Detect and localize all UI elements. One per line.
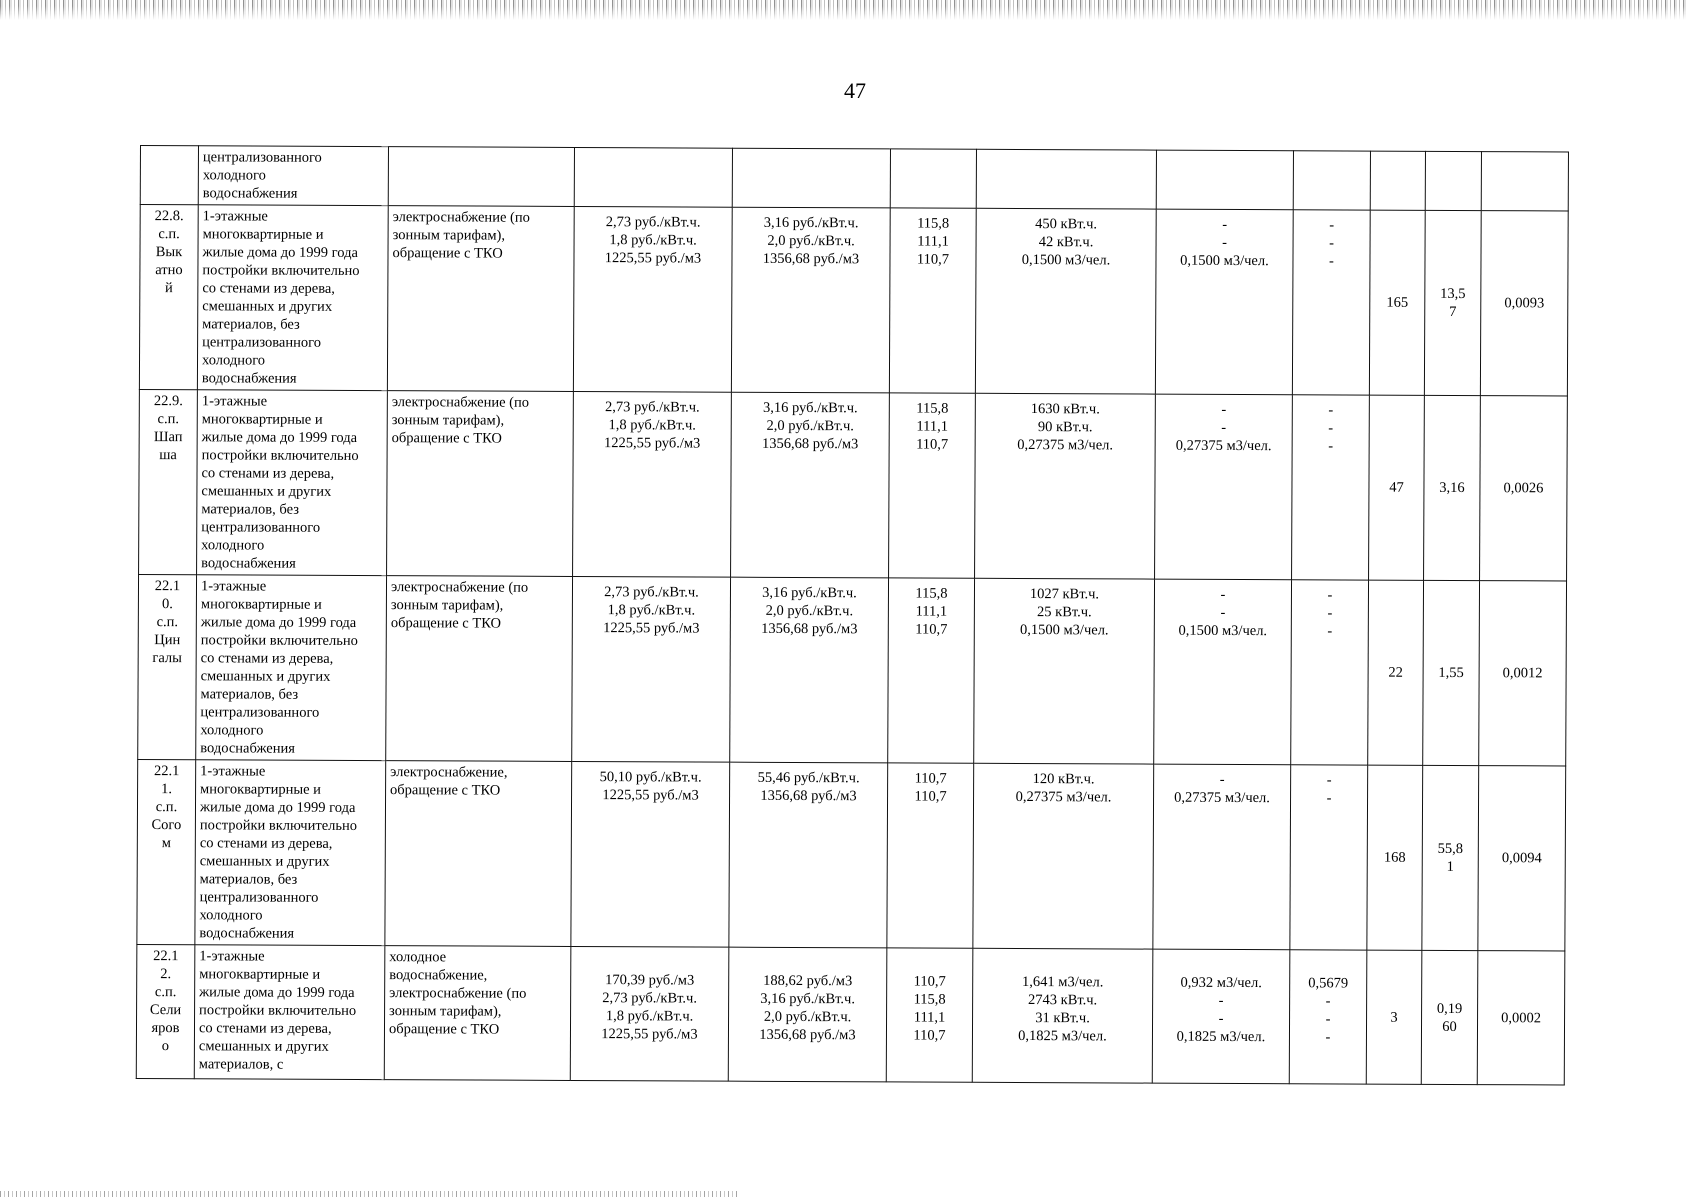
services-cell [385,761,572,947]
description-line: смешанных и других [202,298,333,315]
table-body [136,146,1568,1085]
tariff-a-cell [570,946,729,1081]
row-number-line: с.п. [154,984,177,1001]
description-line: жилые дома до 1999 года [200,614,357,631]
description-line: смешанных и других [198,1038,329,1055]
description-line: водоснабжения [201,555,296,572]
norm-a-line: 0,1500 м3/чел. [1019,621,1109,639]
description-line: водоснабжения [200,740,295,757]
index-line: 110,7 [914,788,947,805]
description-line: водоснабжения [201,370,297,387]
tariff-b-cell [731,207,890,393]
description-line: многоквартирные и [201,411,323,428]
row-number-line: с.п. [156,614,179,631]
description-line: со стенами из дерева, [201,465,335,482]
services-cell [386,576,573,762]
description-line: материалов, без [202,316,300,333]
norm-b-line: - [1220,586,1226,603]
value-cell [1424,395,1481,580]
description-line: жилые дома до 1999 года [202,244,358,261]
norm-c-line: - [1328,438,1334,455]
tariff-b-line: 55,46 руб./кВт.ч. [757,769,860,787]
norm-a-line: 120 кВт.ч. [1032,771,1095,788]
norm-b-cell [1152,949,1290,1084]
value-line: 13,5 [1440,285,1466,303]
norm-a-line: 0,27375 м3/чел. [1015,788,1112,806]
description-line: со стенами из дерева, [198,1020,332,1037]
index-line: 110,7 [913,1027,946,1044]
description-cell [194,945,385,1080]
count-cell: 47 [1369,395,1425,580]
tariff-b-line: 3,16 руб./кВт.ч. [762,584,857,602]
services-line: электроснабжение (по [390,579,529,596]
norm-b-line: 0,27375 м3/чел. [1174,789,1270,807]
scan-edge-bottom [0,1191,740,1197]
index-line: 110,7 [914,770,947,787]
continuation-empty-cell [388,147,574,207]
services-line: обращение с ТКО [392,245,503,262]
norm-a-cell [972,948,1153,1083]
services-line: зонным тарифам), [392,227,506,244]
share-cell: 0,0093 [1480,211,1568,396]
share-cell: 0,0094 [1478,766,1566,951]
norm-b-line: - [1218,992,1224,1009]
norm-a-cell [975,393,1156,579]
description-line: холодного [201,537,265,554]
description-line: многоквартирные и [202,226,324,243]
norm-a-line: 42 кВт.ч. [1038,234,1094,251]
services-cell [387,391,574,577]
scan-edge-top [0,0,1686,20]
index-cell [886,948,973,1082]
row-number-line: галы [152,650,182,667]
description-line: централизованного [199,889,319,906]
tariff-b-cell [729,762,888,948]
tariff-b-line: 2,0 руб./кВт.ч. [767,232,855,250]
tariff-a-line: 1,8 руб./кВт.ч. [607,602,696,619]
description-line: смешанных и других [200,668,331,685]
norm-a-line: 0,1500 м3/чел. [1021,252,1111,269]
index-line: 110,7 [916,251,950,268]
value-cell [1424,210,1481,395]
norm-b-cell [1154,579,1292,765]
norm-a-line: 90 кВт.ч. [1037,419,1093,436]
row-number-line: атно [155,262,183,279]
norm-c-line: - [1329,217,1335,234]
tariff-a-cell [573,206,732,392]
row-number-line: о [161,1038,170,1055]
tariff-a-line: 1225,55 руб./м3 [601,1026,698,1043]
tariff-a-line: 1225,55 руб./м3 [602,787,699,804]
value-cell [1423,580,1480,765]
row-number-cell [139,389,198,574]
row-number-line: Вык [155,244,183,261]
count-cell: 168 [1367,765,1423,950]
norm-c-line: - [1326,790,1332,807]
services-line: зонным тарифам), [389,1003,502,1020]
norm-c-cell [1290,765,1368,950]
row-number-line: й [164,280,173,297]
description-cell [196,575,387,761]
tariff-b-line: 2,0 руб./кВт.ч. [763,1008,852,1026]
row-number-line: Цин [154,632,181,649]
tariff-b-line: 3,16 руб./кВт.ч. [762,399,858,417]
index-cell [889,208,976,393]
value-line: 60 [1442,1018,1457,1035]
norm-a-line: 0,27375 м3/чел. [1017,436,1114,454]
services-cell [387,206,574,392]
value-cell [1422,765,1479,950]
description-line: 1-этажные [200,578,267,595]
continuation-empty-cell [574,147,732,207]
row-number-line: яров [151,1020,180,1037]
row-number-line: 22.8. [154,208,184,225]
tariff-b-cell [731,392,890,578]
norm-b-line: 0,1500 м3/чел. [1178,622,1268,640]
norm-b-line: - [1221,401,1227,418]
description-line: централизованного [201,519,321,536]
index-line [891,954,968,972]
norm-a-line: 2743 кВт.ч. [1028,992,1098,1009]
continuation-line: централизованного [202,149,322,166]
continuation-no-cell [140,146,198,205]
norm-c-line: - [1327,587,1333,604]
row-number-cell [136,944,195,1078]
value-line: 1 [1446,858,1454,875]
norm-b-cell [1155,394,1293,580]
services-line: обращение с ТКО [388,1021,500,1038]
tariff-b-line [733,954,882,973]
norm-b-line: - [1218,1010,1224,1027]
index-cell [888,578,975,763]
value-line: 0,19 [1436,1000,1463,1017]
row-number-line: 1. [161,781,173,798]
row-number-line: 0. [161,596,173,613]
page-number: 47 [844,78,866,103]
index-line: 111,1 [916,418,949,435]
tariff-a-cell [572,576,731,762]
index-line: 111,1 [917,233,949,250]
description-line: многоквартирные и [200,596,322,613]
tariff-b-line: 3,16 руб./кВт.ч. [763,214,859,232]
tariff-b-line: 2,0 руб./кВт.ч. [766,417,854,435]
description-line: материалов, без [201,501,299,518]
norm-c-line: - [1327,623,1333,640]
row-number-line: 22.1 [153,763,180,780]
description-line: холодного [200,722,264,739]
share-cell: 0,0002 [1477,951,1565,1085]
norm-c-line: 0,5679 [1308,975,1349,992]
table-row [136,944,1565,1084]
description-cell [195,760,386,946]
description-line: смешанных и других [199,853,330,870]
description-line: постройки включительно [202,262,360,279]
index-line: 111,1 [915,603,948,620]
description-line: постройки включительно [199,817,358,834]
norm-c-cell [1292,210,1370,395]
row-number-line: ша [159,447,177,464]
tariff-a-line: 1225,55 руб./м3 [603,620,700,637]
index-line: 115,8 [915,585,948,602]
continuation-empty-cell [1293,151,1370,210]
description-cell [197,390,388,576]
norm-a-line: 1630 кВт.ч. [1030,401,1100,418]
norm-b-line: 0,1825 м3/чел. [1176,1028,1266,1046]
norm-a-cell [974,578,1155,764]
row-number-line: Шап [153,429,183,446]
continuation-description-cell [198,146,388,206]
index-cell [887,763,974,948]
count-cell: 3 [1366,950,1422,1084]
description-line: со стенами из дерева, [202,280,335,297]
description-line: со стенами из дерева, [200,650,334,667]
tariff-b-line: 1356,68 руб./м3 [761,435,859,453]
norm-b-line: - [1221,419,1227,436]
norm-c-line: - [1325,993,1331,1010]
norm-c-line: - [1326,772,1332,789]
count-cell: 22 [1368,580,1424,765]
norm-c-line: - [1328,402,1334,419]
tariff-b-line: 1356,68 руб./м3 [761,620,858,638]
norm-c-line: - [1325,1011,1331,1028]
services-line: обращение с ТКО [390,615,502,632]
share-cell: 0,0026 [1480,396,1568,581]
description-line: 1-этажные [199,948,265,965]
norm-c-line: - [1325,1029,1331,1046]
tariff-a-line: 170,39 руб./м3 [605,972,695,989]
tariff-b-line: 2,0 руб./кВт.ч. [765,602,854,620]
norm-a-cell [973,763,1154,949]
continuation-empty-cell [1481,152,1568,211]
description-line: централизованного [202,334,322,351]
tariff-a-cell [573,391,732,577]
value-line: 1,55 [1438,664,1464,682]
tariff-a-line: 50,10 руб./кВт.ч. [599,769,702,786]
description-line: многоквартирные и [199,966,321,983]
row-number-line: м [161,835,171,852]
norm-a-line: 450 кВт.ч. [1035,216,1098,233]
value-cell [1421,950,1478,1084]
norm-a-line [977,955,1148,974]
continuation-empty-cell [1425,151,1481,210]
services-line: зонным тарифам), [391,412,505,429]
description-line: водоснабжения [199,925,295,942]
tariff-b-cell [728,947,887,1082]
continuation-line: водоснабжения [202,185,298,202]
index-line: 115,8 [916,400,949,417]
count-cell: 165 [1369,210,1425,395]
row-number-cell [137,759,196,944]
norm-c-line: - [1327,605,1333,622]
services-line: водоснабжение, [389,967,488,984]
index-cell [889,393,976,578]
row-number-line: с.п. [158,226,180,243]
row-number-line: 22.1 [154,578,181,595]
norm-c-cell [1291,580,1369,765]
norm-c-line: - [1328,420,1334,437]
tariff-b-line: 1356,68 руб./м3 [762,250,860,268]
services-line: электроснабжение (по [391,394,530,411]
norm-c-line: - [1329,253,1334,270]
description-line: жилые дома до 1999 года [199,984,355,1001]
share-cell: 0,0012 [1479,581,1567,766]
services-line: обращение с ТКО [390,782,501,799]
row-number-line: 2. [160,966,172,983]
row-number-cell [138,574,197,759]
norm-b-line: - [1222,234,1228,251]
description-line: холодного [199,907,263,924]
description-line: со стенами из дерева, [199,835,333,852]
description-line: жилые дома до 1999 года [201,429,358,446]
tariff-a-line: 1,8 руб./кВт.ч. [605,1008,694,1025]
table-row [138,574,1567,765]
services-line: обращение с ТКО [391,430,502,447]
description-line: материалов, с [198,1056,284,1073]
row-number-line: 22.1 [153,948,179,965]
continuation-empty-cell [890,149,976,208]
description-line: многоквартирные и [200,781,322,798]
norm-b-line: 0,1500 м3/чел. [1180,252,1269,270]
description-line: жилые дома до 1999 года [199,799,356,816]
norm-a-cell [975,208,1156,394]
norm-c-line [1294,956,1362,974]
norm-a-line: 0,1825 м3/чел. [1018,1027,1107,1045]
tariff-b-line: 1356,68 руб./м3 [759,1026,856,1044]
description-line: 1-этажные [202,208,268,225]
description-line: постройки включительно [200,632,358,649]
continuation-line: холодного [202,167,266,184]
services-line: электроснабжение (по [392,209,530,226]
row-number-line: Сого [151,817,182,834]
description-line: холодного [201,352,266,369]
tariff-a-line: 1225,55 руб./м3 [603,435,701,452]
index-line: 110,7 [916,436,949,453]
norm-c-cell [1292,395,1370,580]
continuation-empty-cell [1370,151,1425,210]
norm-b-line [1157,956,1285,975]
tariff-b-line: 188,62 руб./м3 [763,972,853,990]
norm-b-line: 0,932 м3/чел. [1180,974,1262,992]
norm-b-line: - [1222,216,1228,233]
index-line: 111,1 [913,1009,946,1026]
description-line: материалов, без [200,686,299,703]
norm-b-line: 0,27375 м3/чел. [1175,437,1272,455]
table-row [137,759,1566,950]
norm-b-cell [1155,209,1293,395]
tariff-a-line [575,953,724,972]
row-number-line: с.п. [157,411,180,428]
tariff-a-line: 1,8 руб./кВт.ч. [609,232,697,249]
tariff-a-line: 2,73 руб./кВт.ч. [604,399,700,416]
index-line: 110,7 [915,621,948,638]
row-number-cell [139,205,198,390]
description-line: постройки включительно [199,1002,357,1019]
services-line: электроснабжение, [390,764,508,781]
tariff-table [136,145,1569,1085]
norm-a-line: 1,641 м3/чел. [1022,974,1104,991]
row-number-line: с.п. [155,799,178,816]
description-cell [197,205,388,391]
table-row [139,389,1568,580]
tariff-a-line: 2,73 руб./кВт.ч. [604,584,699,601]
tariff-a-line: 2,73 руб./кВт.ч. [602,990,697,1007]
description-line: постройки включительно [201,447,359,464]
services-line: электроснабжение (по [389,985,527,1002]
services-line: холодное [389,949,447,966]
value-line: 55,8 [1437,840,1464,858]
continuation-row [140,146,1568,211]
tariff-a-cell [571,761,730,947]
norm-b-line: - [1220,604,1226,621]
value-line: 7 [1449,303,1457,320]
norm-b-line: - [1219,771,1225,788]
tariff-a-line: 2,73 руб./кВт.ч. [605,214,701,231]
description-line: 1-этажные [201,393,268,410]
index-line: 115,8 [913,991,946,1008]
norm-a-line: 25 кВт.ч. [1037,604,1092,621]
continuation-empty-cell [1156,150,1293,210]
description-line: 1-этажные [200,763,266,780]
index-line: 115,8 [917,215,950,232]
norm-c-cell [1289,950,1367,1084]
norm-b-cell [1153,764,1291,950]
tariff-b-line: 3,16 руб./кВт.ч. [760,990,855,1008]
value-line: 3,16 [1439,479,1465,497]
tariff-a-line: 1225,55 руб./м3 [604,250,702,267]
index-line: 110,7 [913,973,946,990]
description-line: централизованного [200,704,320,721]
tariff-a-line: 1,8 руб./кВт.ч. [608,417,696,434]
norm-a-line: 31 кВт.ч. [1035,1010,1090,1027]
row-number-line: Сели [149,1002,182,1019]
row-number-line: 22.9. [153,393,183,410]
tariff-b-cell [730,577,889,763]
continuation-empty-cell [732,148,890,208]
norm-c-line: - [1329,235,1335,252]
description-line: смешанных и других [201,483,332,500]
description-line: материалов, без [199,871,298,888]
norm-a-line: 1027 кВт.ч. [1029,586,1100,603]
tariff-b-line: 1356,68 руб./м3 [760,787,857,805]
continuation-empty-cell [976,149,1156,209]
table-row [139,205,1568,396]
services-cell [384,946,571,1081]
services-line: зонным тарифам), [390,597,504,614]
